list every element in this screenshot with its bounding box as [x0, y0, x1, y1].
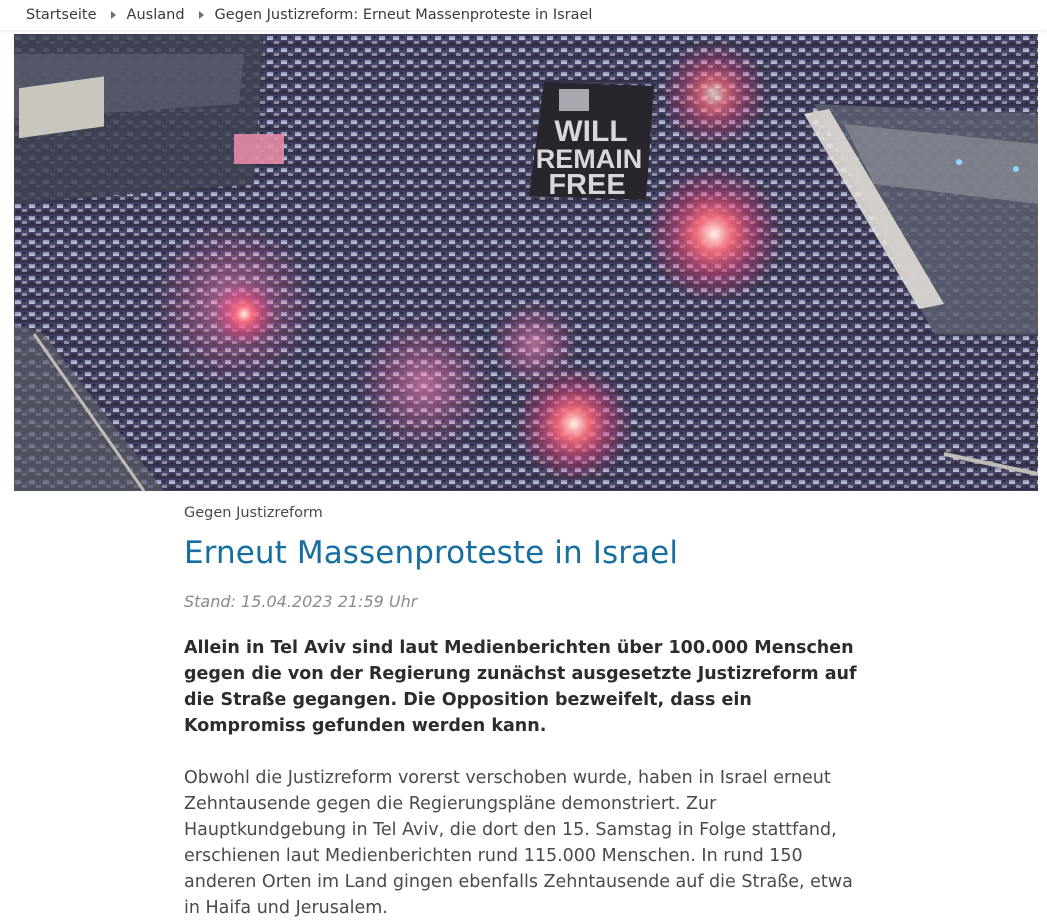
article-timestamp: Stand: 15.04.2023 21:59 Uhr	[184, 592, 418, 612]
article-topline: Gegen Justizreform	[184, 505, 323, 521]
article-headline: Erneut Massenproteste in Israel	[184, 535, 679, 571]
breadcrumb-current-page: Gegen Justizreform: Erneut Massenproteste in Israel	[214, 7, 593, 23]
banner-text-line-2: REMAIN	[535, 144, 643, 174]
banner-text-line-3: FREE	[548, 169, 626, 201]
breadcrumb-separator-icon	[111, 11, 116, 19]
breadcrumb-ausland-link[interactable]: Ausland	[126, 7, 185, 23]
protest-photo	[14, 34, 1038, 491]
breadcrumb	[0, 0, 1047, 30]
banner-text-line-1: WILL	[554, 115, 628, 148]
article-paragraph: Obwohl die Justizreform vorerst verschoben wurde, haben in Israel erneut Zehntausende gegen die Regierungspläne demonstriert. Zur Hauptkundgebung in Tel Aviv, die dort den 15. Samstag in Folge stattfand, erschienen laut Medienberichten rund 115.000 Menschen. In rund 150 anderen Orten im Land gingen ebenfalls Zehntausende auf die Straße, etwa in Haifa und Jerusalem.	[184, 768, 853, 919]
hero-image[interactable]	[14, 34, 1038, 491]
article-lead: Allein in Tel Aviv sind laut Medienberichten über 100.000 Menschen gegen die von der Regierung zunächst ausgesetzte Justizreform auf die Straße gegangen. Die Opposition bezweifelt, dass ein Kompromiss gefunden werden kann.	[184, 638, 857, 737]
breadcrumb-home-link[interactable]: Startseite	[26, 7, 97, 23]
breadcrumb-separator-icon	[199, 11, 204, 19]
article	[184, 505, 864, 921]
